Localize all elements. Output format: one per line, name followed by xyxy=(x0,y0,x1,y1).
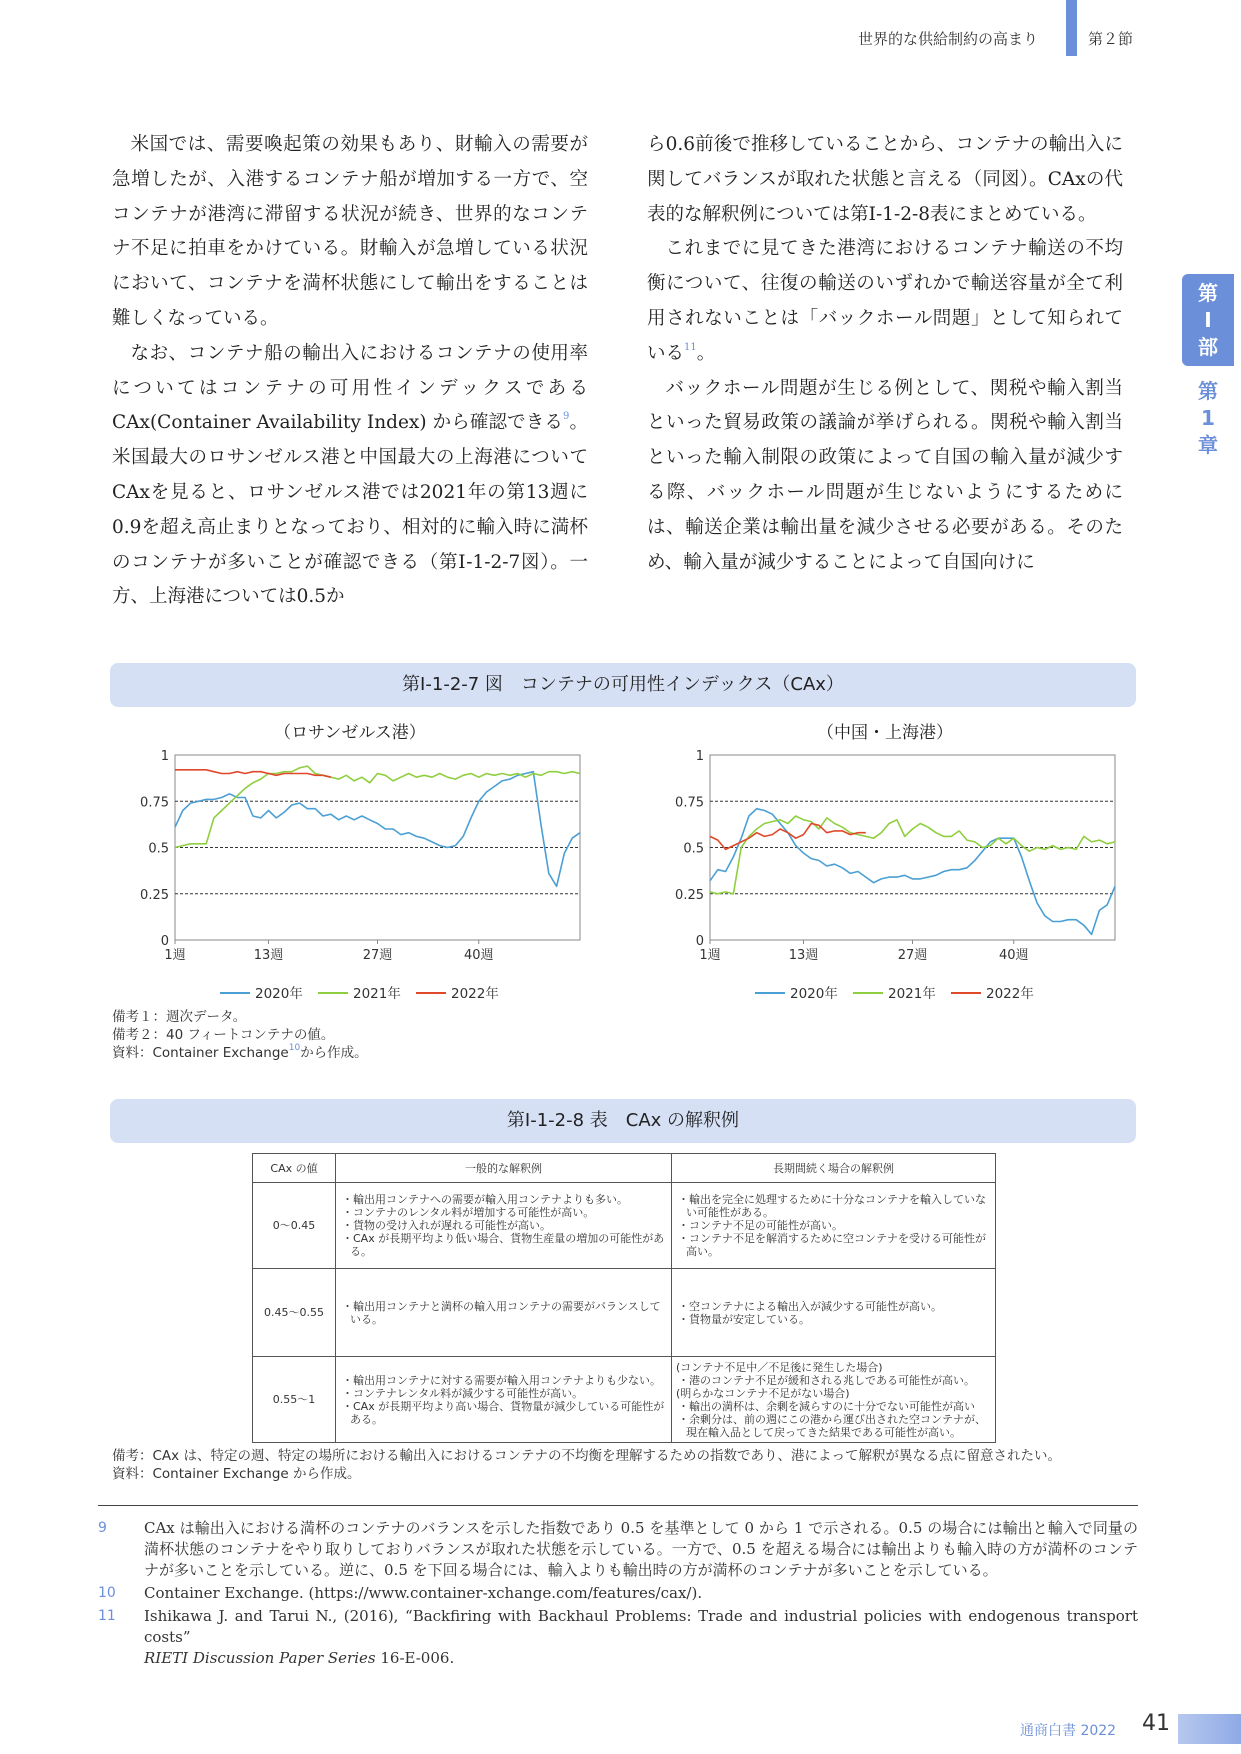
legend-label: 2022年 xyxy=(451,986,499,1002)
cax-value-cell: 0～0.45 xyxy=(253,1183,336,1269)
long-term-interpretation-cell xyxy=(672,1183,996,1269)
body-text-run: なお、コンテナ船の輸出入におけるコンテナの使用率についてはコンテナの可用性インデックスであるCAx(Container Availability Index) から確認できる xyxy=(112,342,588,434)
interpretation-line: ・輸出用コンテナと満杯の輸入用コンテナの需要がバランスしている。 xyxy=(342,1299,661,1326)
interpretation-line: ・余剰分は、前の週にこの港から運び出された空コンテナが、現在輸入品として戻ってきた結果である可能性が高い。 xyxy=(678,1412,986,1439)
footnote-number: 11 xyxy=(98,1608,116,1624)
table-header-cell: 一般的な解釈例 xyxy=(336,1154,672,1183)
footnote-item xyxy=(98,1583,1138,1604)
interpretation-line: (明らかなコンテナ不足がない場合) xyxy=(676,1386,850,1400)
chart-title-shanghai: （中国・上海港） xyxy=(817,723,953,743)
x-tick-label: 13週 xyxy=(788,948,819,963)
x-tick-label: 27週 xyxy=(897,948,928,963)
long-term-interpretation-cell xyxy=(672,1357,996,1443)
body-paragraph: 米国では、需要喚起策の効果もあり、財輸入の需要が急増したが、入港するコンテナ船が増加する一方で、空コンテナが港湾に滞留する状況が続き、世界的なコンテナ不足に拍車をかけている。財輸入が急増している状況において、コンテナを満杯状態にして輸出をすることは難しくなっている。 xyxy=(112,134,588,329)
interpretation-line: ・輸出を完全に処理するために十分なコンテナを輸入していない可能性がある。 xyxy=(678,1193,986,1219)
body-paragraph xyxy=(647,232,1123,371)
y-tick-label: 0.5 xyxy=(148,841,169,857)
body-text-run: 。 xyxy=(696,342,716,364)
part-tab xyxy=(1182,274,1234,366)
legend-label: 2022年 xyxy=(986,986,1034,1002)
long-term-interpretation-cell xyxy=(672,1269,996,1357)
footnote-item xyxy=(98,1606,1138,1669)
general-interpretation-cell xyxy=(336,1357,672,1443)
y-tick-label: 0.25 xyxy=(675,887,704,903)
citation-text: Ishikawa J. and Tarui N., (2016), “Backfiring with Backhaul Problems: Trade and industrial policies with endogenous transport costs” xyxy=(144,1607,1138,1646)
cax-value-cell: 0.55～1 xyxy=(253,1357,336,1443)
body-text-run: これまでに見てきた港湾におけるコンテナ輸送の不均衡について、往復の輸送のいずれかで輸送容量が全て利用されないことは「バックホール問題」として知られている xyxy=(647,238,1123,364)
x-tick-label: 40週 xyxy=(463,948,494,963)
interpretation-line: ・コンテナ不足の可能性が高い。 xyxy=(678,1219,843,1232)
chapter-tab-char: 章 xyxy=(1198,433,1218,457)
table-title-banner: 第Ⅰ-1-2-8 表 CAx の解釈例 xyxy=(110,1099,1136,1143)
footnote-number: 9 xyxy=(98,1520,107,1536)
legend-label: 2021年 xyxy=(888,986,936,1002)
y-tick-label: 0.5 xyxy=(683,841,704,857)
legend-label: 2020年 xyxy=(790,986,838,1002)
figure-source xyxy=(112,1044,368,1062)
source-text: 資料：Container Exchange xyxy=(112,1045,289,1061)
figure-note: 備考１：週次データ。 xyxy=(112,1009,247,1025)
table-header-cell: CAx の値 xyxy=(253,1154,336,1183)
cax-value-cell: 0.45～0.55 xyxy=(253,1269,336,1357)
y-tick-label: 0.75 xyxy=(140,795,169,811)
table-header-row xyxy=(253,1154,996,1183)
interpretation-line: ・港のコンテナ不足が緩和される兆しである可能性が高い。 xyxy=(678,1373,975,1387)
interpretation-line: ・空コンテナによる輸出入が減少する可能性が高い。 xyxy=(678,1299,942,1313)
header-accent-bar xyxy=(1066,0,1077,56)
interpretation-line: ・コンテナレンタル料が減少する可能性が高い。 xyxy=(342,1386,584,1400)
y-tick-label: 0 xyxy=(695,934,704,949)
table-notes xyxy=(112,1447,1142,1483)
footnote-ref[interactable]: 9 xyxy=(562,411,570,423)
x-tick-label: 1週 xyxy=(699,948,721,963)
footnotes xyxy=(98,1505,1138,1671)
interpretation-line: ・輸出用コンテナへの需要が輸入用コンテナよりも多い。 xyxy=(342,1193,628,1206)
figure-title-banner: 第Ⅰ-1-2-7 図 コンテナの可用性インデックス（CAx） xyxy=(110,663,1136,707)
chapter-tab xyxy=(1182,378,1234,459)
table-row xyxy=(253,1357,996,1443)
interpretation-line: (コンテナ不足中／不足後に発生した場合) xyxy=(676,1360,883,1374)
interpretation-line: ・輸出の満杯は、余剰を減らすのに十分でない可能性が高い xyxy=(678,1399,975,1413)
y-tick-label: 1 xyxy=(695,749,704,764)
y-tick-label: 0.75 xyxy=(675,795,704,811)
part-tab-char: Ⅰ xyxy=(1204,308,1212,332)
footnote-item xyxy=(98,1518,1138,1581)
y-tick-label: 0 xyxy=(160,934,169,949)
interpretation-line: ・CAx が長期平均より低い場合、貨物生産量の増加の可能性がある。 xyxy=(342,1232,665,1258)
x-tick-label: 13週 xyxy=(253,948,284,963)
footnote-text xyxy=(144,1606,1138,1669)
body-paragraph: ら0.6前後で推移していることから、コンテナの輸出入に関してバランスが取れた状態と言える（同図）。CAxの代表的な解釈例については第Ⅰ-1-2-8表にまとめている。 xyxy=(647,134,1123,225)
general-interpretation-cell xyxy=(336,1183,672,1269)
part-tab-char: 第 xyxy=(1198,281,1218,305)
source-text: から作成。 xyxy=(300,1045,368,1061)
body-paragraph xyxy=(112,337,588,615)
body-column-left xyxy=(112,128,588,615)
figure-note: 備考２：40 フィートコンテナの値。 xyxy=(112,1027,335,1043)
footnote-text: CAx は輸出入における満杯のコンテナのバランスを示した指数であり 0.5 を基準として 0 から 1 で示される。0.5 の場合には輸出と輸入で同量の満杯状態のコンテナをやり取りしておりバランスが取れた状態を示している。一方で、0.5 を超える場合には輸出よりも輸入時の方が満杯のコンテナが多いことを示している。逆に、0.5 を下回る場合には、輸入よりも輸出時の方が満杯のコンテナが多いことを示している。 xyxy=(144,1519,1138,1579)
y-tick-label: 1 xyxy=(160,749,169,764)
legend-label: 2020年 xyxy=(255,986,303,1002)
interpretation-line: ・CAx が長期平均より高い場合、貨物量が減少している可能性がある。 xyxy=(342,1399,665,1426)
running-header-title: 世界的な供給制約の高まり xyxy=(858,30,1039,48)
interpretation-line: ・コンテナのレンタル料が増加する可能性が高い。 xyxy=(342,1206,595,1219)
interpretation-line: ・貨物の受け入れが遅れる可能性が高い。 xyxy=(342,1219,551,1232)
table-source: 資料：Container Exchange から作成。 xyxy=(112,1466,361,1482)
figure-notes xyxy=(112,1008,368,1062)
x-tick-label: 1週 xyxy=(164,948,186,963)
page-number: 41 xyxy=(1142,1711,1170,1736)
x-tick-label: 27週 xyxy=(362,948,393,963)
table-row xyxy=(253,1269,996,1357)
running-header-section: 第２節 xyxy=(1088,30,1134,48)
interpretation-line: ・コンテナ不足を解消するために空コンテナを受ける可能性が高い。 xyxy=(678,1232,986,1258)
x-tick-label: 40週 xyxy=(998,948,1029,963)
chapter-tab-char: 1 xyxy=(1201,406,1215,430)
shanghai-cax-chart xyxy=(665,745,1135,1010)
la-cax-chart xyxy=(130,745,600,1010)
publication-name: 通商白書 2022 xyxy=(1020,1723,1117,1739)
footnote-text[interactable]: Container Exchange. (https://www.container-xchange.com/features/cax/). xyxy=(144,1584,703,1602)
citation-id: 16-E-006. xyxy=(380,1649,455,1667)
footnote-ref[interactable]: 11 xyxy=(684,341,697,353)
table-header-cell: 長期間続く場合の解釈例 xyxy=(672,1154,996,1183)
footnote-ref[interactable]: 10 xyxy=(288,1043,301,1053)
table-row xyxy=(253,1183,996,1269)
interpretation-line: ・輸出用コンテナに対する需要が輸入用コンテナよりも少ない。 xyxy=(342,1373,661,1387)
y-tick-label: 0.25 xyxy=(140,887,169,903)
body-text-run: 。米国最大のロサンゼルス港と中国最大の上海港についてCAxを見ると、ロサンゼルス港では2021年の第13週に0.9を超え高止まりとなっており、相対的に輸入時に満杯のコンテナが多いことが確認できる（第Ⅰ-1-2-7図）。一方、上海港については0.5か xyxy=(112,412,588,608)
chapter-tab-char: 第 xyxy=(1198,379,1218,403)
general-interpretation-cell xyxy=(336,1269,672,1357)
page-accent-bar xyxy=(1178,1714,1241,1744)
footnote-number: 10 xyxy=(98,1585,116,1601)
table-note: 備考：CAx は、特定の週、特定の場所における輸出入におけるコンテナの不均衡を理解するための指数であり、港によって解釈が異なる点に留意されたい。 xyxy=(112,1448,1061,1464)
body-paragraph: バックホール問題が生じる例として、関税や輸入割当といった貿易政策の議論が挙げられる。関税や輸入割当といった輸入制限の政策によって自国の輸入量が減少する際、バックホール問題が生じないようにするためには、輸送企業は輸出量を減少させる必要がある。そのため、輸入量が減少することによって自国向けに xyxy=(647,377,1123,573)
citation-series: RIETI Discussion Paper Series xyxy=(144,1649,376,1667)
part-tab-char: 部 xyxy=(1198,335,1218,359)
legend-label: 2021年 xyxy=(353,986,401,1002)
body-column-right xyxy=(647,128,1123,580)
chart-title-la: （ロサンゼルス港） xyxy=(274,723,426,743)
interpretation-line: ・貨物量が安定している。 xyxy=(678,1312,810,1326)
cax-interpretation-table xyxy=(252,1153,996,1443)
